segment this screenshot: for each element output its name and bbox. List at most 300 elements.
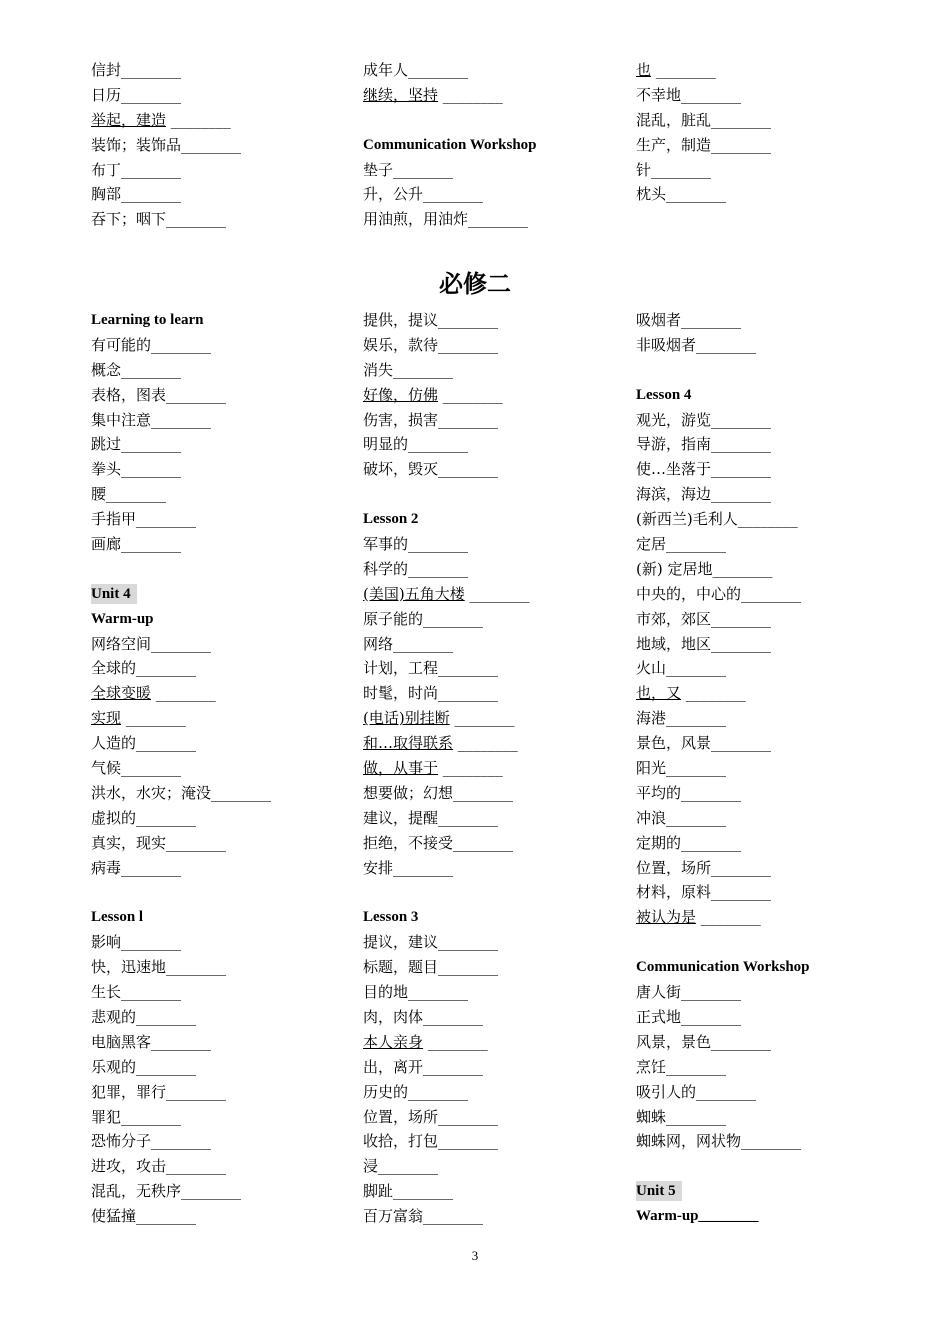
vocab-item (363, 1030, 623, 1055)
vocab-item (363, 656, 623, 681)
vocab-item (636, 557, 896, 582)
answer-blank: ________ (106, 485, 167, 504)
vocab-item (363, 182, 623, 207)
vocab-term: 画廊 (91, 535, 122, 554)
vocab-term: 犯罪，罪行 (91, 1082, 167, 1101)
vocab-term: 阳光 (636, 759, 667, 778)
vocab-term: 和…取得联系 (363, 734, 454, 753)
vocab-item (363, 557, 623, 582)
vocab-item (363, 383, 623, 408)
vocab-item (91, 781, 351, 806)
vocab-term: 电脑黑客 (91, 1032, 152, 1051)
vocab-item (91, 1030, 351, 1055)
section-heading (636, 1204, 896, 1229)
vocab-term: 出，离开 (363, 1057, 424, 1076)
vocab-term: 垫子 (363, 160, 394, 179)
answer-blank: ________ (121, 933, 182, 952)
vocab-item (636, 158, 896, 183)
top-column-1 (91, 58, 351, 232)
vocab-item (363, 607, 623, 632)
answer-blank: ________ (468, 210, 529, 229)
vocab-item (636, 83, 896, 108)
section-heading (91, 308, 351, 333)
heading-text: Lesson 4 (636, 386, 692, 403)
vocab-term: 拳头 (91, 460, 122, 479)
vocab-item (363, 1105, 623, 1130)
vocab-term: 定居 (636, 535, 667, 554)
vocab-term: 烹饪 (636, 1057, 667, 1076)
vocab-term: 针 (636, 160, 652, 179)
answer-blank: ________ (438, 460, 499, 479)
vocab-item (91, 158, 351, 183)
vocab-term: 表格，图表 (91, 385, 167, 404)
section-heading (363, 905, 623, 930)
answer-blank: ________ (121, 983, 182, 1002)
vocab-term: 想要做；幻想 (363, 783, 454, 802)
section-heading (636, 383, 896, 408)
vocab-item (636, 1080, 896, 1105)
answer-blank: ________ (711, 1032, 772, 1051)
answer-blank: ________ (696, 335, 757, 354)
vocab-term: 海港 (636, 709, 667, 728)
vocab-term: 布丁 (91, 160, 122, 179)
vocab-term: 真实，现实 (91, 833, 167, 852)
answer-blank: ________ (151, 1132, 212, 1151)
vocab-term: (新西兰)毛利人 (636, 510, 738, 529)
vocab-item (91, 756, 351, 781)
vocab-term: 网络 (363, 634, 394, 653)
vocab-item (636, 1129, 896, 1154)
vocab-item (91, 432, 351, 457)
vocab-term: 吸引人的 (636, 1082, 697, 1101)
vocab-item (636, 781, 896, 806)
bottom-column-3 (636, 308, 896, 1229)
vocab-term: 消失 (363, 360, 394, 379)
answer-blank: ________ (449, 709, 515, 728)
vocab-term: 使猛撞 (91, 1207, 137, 1226)
answer-blank: ________ (408, 983, 469, 1002)
vocab-term: 生长 (91, 983, 122, 1002)
answer-blank: ________ (408, 535, 469, 554)
vocab-term: 用油煎，用油炸 (363, 210, 469, 229)
answer-blank: ________ (423, 609, 484, 628)
vocab-term: 集中注意 (91, 410, 152, 429)
vocab-item (91, 1055, 351, 1080)
vocab-item (363, 781, 623, 806)
vocab-term: 蜘蛛网，网状物 (636, 1132, 742, 1151)
vocab-term: 本人亲身 (363, 1032, 424, 1051)
vocab-item (91, 482, 351, 507)
answer-blank: ________ (166, 110, 231, 129)
answer-blank: ________ (166, 1082, 227, 1101)
vocab-term: (新) 定居地 (636, 559, 713, 578)
vocab-term: 位置，场所 (636, 858, 712, 877)
vocab-term: 使…坐落于 (636, 460, 712, 479)
answer-blank: ________ (166, 385, 227, 404)
vocab-term: 生产，制造 (636, 135, 712, 154)
vocab-term (91, 560, 96, 578)
vocab-item (91, 133, 351, 158)
vocab-item (363, 831, 623, 856)
answer-blank: ________ (151, 335, 212, 354)
vocab-term (363, 485, 368, 503)
answer-blank: ________ (438, 684, 499, 703)
vocab-term: 景色，风景 (636, 734, 712, 753)
answer-blank: ________ (166, 210, 227, 229)
vocab-term: 全球变暖 (91, 684, 152, 703)
answer-blank: ________ (136, 1207, 197, 1226)
vocab-term: 蜘蛛 (636, 1107, 667, 1126)
vocab-item (91, 532, 351, 557)
vocab-item (91, 806, 351, 831)
vocab-item (636, 532, 896, 557)
answer-blank: ________ (711, 634, 772, 653)
vocab-item (91, 831, 351, 856)
vocab-item (363, 582, 623, 607)
vocab-item (636, 880, 896, 905)
vocab-term: 明显的 (363, 435, 409, 454)
section-heading (91, 582, 351, 607)
answer-blank: ________ (696, 908, 761, 927)
vocab-item (363, 1129, 623, 1154)
vocab-term: 信封 (91, 61, 122, 79)
vocab-item (363, 308, 623, 333)
answer-blank: ________ (438, 808, 499, 827)
answer-blank: ________ (151, 684, 216, 703)
vocab-item (91, 83, 351, 108)
answer-blank: ________ (136, 734, 197, 753)
answer-blank: ________ (408, 435, 469, 454)
answer-blank: ________ (121, 61, 182, 79)
vocab-item (636, 182, 896, 207)
answer-blank: ________ (681, 1007, 742, 1026)
vocab-term: 洪水，水灾；淹没 (91, 783, 212, 802)
answer-blank: ________ (711, 883, 772, 902)
vocab-item (636, 408, 896, 433)
vocab-term: 安排 (363, 858, 394, 877)
answer-blank: ________ (121, 185, 182, 204)
vocab-item (91, 980, 351, 1005)
answer-blank: ________ (453, 833, 514, 852)
vocab-item (91, 632, 351, 657)
vocab-item (91, 408, 351, 433)
answer-blank: ________ (136, 1007, 197, 1026)
vocab-term: 拒绝，不接受 (363, 833, 454, 852)
answer-blank: ________ (121, 460, 182, 479)
vocab-item (91, 681, 351, 706)
vocab-item (636, 1030, 896, 1055)
vocab-term: 原子能的 (363, 609, 424, 628)
answer-blank: ________ (408, 1082, 469, 1101)
vocab-item (91, 457, 351, 482)
vocab-term: 罪犯 (91, 1107, 122, 1126)
answer-blank: ________ (438, 311, 499, 329)
vocab-term (363, 111, 368, 129)
vocab-item (363, 980, 623, 1005)
answer-blank: ________ (136, 659, 197, 678)
answer-blank: ________ (681, 85, 742, 104)
vocab-term: 材料，原料 (636, 883, 712, 902)
answer-blank: ________ (423, 185, 484, 204)
vocab-term: 军事的 (363, 535, 409, 554)
vocab-item (636, 432, 896, 457)
answer-blank: ________ (408, 61, 469, 79)
answer-blank: ________ (378, 1157, 439, 1176)
vocab-term: 装饰；装饰品 (91, 135, 182, 154)
vocab-item (363, 358, 623, 383)
answer-blank: ________ (136, 510, 197, 529)
answer-blank: ________ (438, 335, 499, 354)
answer-blank: ________ (438, 759, 503, 778)
vocab-term: 正式地 (636, 1007, 682, 1026)
vocab-term (636, 933, 641, 951)
vocab-item (636, 831, 896, 856)
vocab-item (91, 1154, 351, 1179)
answer-blank: ________ (438, 659, 499, 678)
answer-blank: ________ (711, 460, 772, 479)
answer-blank: ________ (151, 634, 212, 653)
vocab-term: 唐人街 (636, 983, 682, 1002)
vocab-item (363, 632, 623, 657)
answer-blank: ________ (438, 1107, 499, 1126)
answer-blank: ________ (712, 559, 773, 578)
vocab-term: 风景，景色 (636, 1032, 712, 1051)
vocab-term: 提供，提议 (363, 311, 439, 329)
answer-blank: ________ (393, 1182, 454, 1201)
vocab-item (91, 182, 351, 207)
vocab-item (363, 1204, 623, 1229)
vocab-term: 伤害，损害 (363, 410, 439, 429)
vocab-item (363, 207, 623, 232)
answer-blank: ________ (438, 958, 499, 977)
vocab-term: 进攻，攻击 (91, 1157, 167, 1176)
vocab-term: 百万富翁 (363, 1207, 424, 1226)
answer-blank: ________ (438, 1132, 499, 1151)
vocab-item (91, 930, 351, 955)
vocab-term: 混乱，脏乱 (636, 110, 712, 129)
vocab-item (91, 1080, 351, 1105)
vocab-item (91, 58, 351, 83)
vocab-item (636, 482, 896, 507)
vocab-item (636, 507, 896, 532)
vocab-term: 科学的 (363, 559, 409, 578)
blank-line (363, 108, 623, 133)
heading-text: Lesson 3 (363, 909, 419, 926)
vocab-item (636, 632, 896, 657)
vocab-term: 也，又 (636, 684, 682, 703)
vocab-term: 观光，游览 (636, 410, 712, 429)
answer-blank: ________ (666, 1057, 727, 1076)
vocab-term: 吸烟者 (636, 311, 682, 329)
vocab-item (636, 582, 896, 607)
answer-blank: ________ (711, 410, 772, 429)
answer-blank: ________ (121, 535, 182, 554)
answer-blank: ________ (166, 958, 227, 977)
vocab-term: (美国)五角大楼 (363, 584, 465, 603)
answer-blank: ________ (711, 135, 772, 154)
vocab-term: 人造的 (91, 734, 137, 753)
vocab-term: 被认为是 (636, 908, 697, 927)
section-heading (91, 607, 351, 632)
vocab-term: 举起，建造 (91, 110, 167, 129)
vocab-item (636, 656, 896, 681)
answer-blank: ________ (393, 858, 454, 877)
section-heading (363, 507, 623, 532)
answer-blank: ________ (711, 734, 772, 753)
vocab-item (363, 58, 623, 83)
answer-blank: ________ (453, 734, 518, 753)
vocab-item (91, 731, 351, 756)
vocab-term: 枕头 (636, 185, 667, 204)
answer-blank: ________ (711, 435, 772, 454)
vocab-item (91, 1129, 351, 1154)
vocab-term: 市郊，郊区 (636, 609, 712, 628)
vocab-term: 虚拟的 (91, 808, 137, 827)
vocab-term: 目的地 (363, 983, 409, 1002)
answer-blank: ________ (711, 609, 772, 628)
vocab-term: 时髦，时尚 (363, 684, 439, 703)
vocab-item (636, 58, 896, 83)
page-number: 3 (471, 1248, 479, 1263)
vocab-term: 脚趾 (363, 1182, 394, 1201)
vocab-term: 中央的，中心的 (636, 584, 742, 603)
answer-blank: ________ (438, 85, 503, 104)
vocab-item (363, 83, 623, 108)
vocab-item (91, 955, 351, 980)
vocab-term (636, 361, 641, 379)
answer-blank: ________ (423, 1057, 484, 1076)
answer-blank: ________ (681, 983, 742, 1002)
section-heading (91, 905, 351, 930)
vocab-term: 好像，仿佛 (363, 385, 439, 404)
vocab-term (363, 883, 368, 901)
answer-blank: ________ (121, 709, 186, 728)
vocab-term: 胸部 (91, 185, 122, 204)
answer-blank: ________ (666, 185, 727, 204)
answer-blank: ________ (711, 858, 772, 877)
vocab-item (363, 457, 623, 482)
section-title: 必修二 (439, 270, 511, 298)
vocab-term: 收拾，打包 (363, 1132, 439, 1151)
vocab-item (363, 1055, 623, 1080)
vocab-term: 吞下；咽下 (91, 210, 167, 229)
vocab-item (363, 955, 623, 980)
answer-blank: ________ (181, 135, 242, 154)
vocab-term: 肉，肉体 (363, 1007, 424, 1026)
answer-blank: ________ (666, 759, 727, 778)
answer-blank: ________ (393, 360, 454, 379)
vocab-item (91, 1105, 351, 1130)
vocab-term: 地域，地区 (636, 634, 712, 653)
heading-text: Lesson 2 (363, 511, 419, 528)
blank-line (636, 1154, 896, 1179)
vocab-item (91, 1179, 351, 1204)
vocab-term: 乐观的 (91, 1057, 137, 1076)
vocab-term: 导游，指南 (636, 435, 712, 454)
vocab-term: 火山 (636, 659, 667, 678)
vocab-item (91, 108, 351, 133)
heading-text: Warm-up (91, 610, 154, 627)
answer-blank: ________ (681, 783, 742, 802)
vocab-term: 混乱，无秩序 (91, 1182, 182, 1201)
answer-blank: ________ (393, 634, 454, 653)
answer-blank: ________ (666, 1107, 727, 1126)
answer-blank: ________ (651, 160, 712, 179)
vocab-item (91, 207, 351, 232)
answer-blank: ________ (121, 360, 182, 379)
vocab-item (363, 1154, 623, 1179)
vocab-item (636, 980, 896, 1005)
vocab-item (363, 532, 623, 557)
vocab-term: 网络空间 (91, 634, 152, 653)
vocab-term: 位置，场所 (363, 1107, 439, 1126)
answer-blank: ________ (698, 1208, 759, 1225)
answer-blank: ________ (423, 1007, 484, 1026)
answer-blank: ________ (121, 759, 182, 778)
vocab-item (91, 383, 351, 408)
vocab-item (636, 1055, 896, 1080)
vocab-item (363, 408, 623, 433)
blank-line (91, 880, 351, 905)
answer-blank: ________ (741, 1132, 802, 1151)
section-heading (636, 1179, 896, 1204)
answer-blank: ________ (711, 485, 772, 504)
vocab-term: 平均的 (636, 783, 682, 802)
answer-blank: ________ (408, 559, 469, 578)
answer-blank: ________ (121, 160, 182, 179)
vocab-term: 实现 (91, 709, 122, 728)
vocab-term: 继续，坚持 (363, 85, 439, 104)
vocab-item (636, 108, 896, 133)
answer-blank: ________ (136, 808, 197, 827)
blank-line (636, 358, 896, 383)
vocab-item (363, 158, 623, 183)
answer-blank: ________ (737, 510, 798, 529)
answer-blank: ________ (166, 1157, 227, 1176)
vocab-item (363, 806, 623, 831)
blank-line (363, 880, 623, 905)
vocab-term: 海滨，海边 (636, 485, 712, 504)
vocab-item (91, 507, 351, 532)
vocab-term: 定期的 (636, 833, 682, 852)
vocab-item (636, 133, 896, 158)
section-heading (636, 955, 896, 980)
vocab-item (363, 1080, 623, 1105)
heading-text: Communication Workshop (636, 959, 810, 976)
answer-blank: ________ (438, 933, 499, 952)
vocab-item (91, 1204, 351, 1229)
blank-line (636, 930, 896, 955)
vocab-term: 快，迅速地 (91, 958, 167, 977)
answer-blank: ________ (681, 833, 742, 852)
vocab-item (363, 432, 623, 457)
vocab-term: 非吸烟者 (636, 335, 697, 354)
vocab-term: 概念 (91, 360, 122, 379)
vocab-item (363, 756, 623, 781)
answer-blank: ________ (423, 1207, 484, 1226)
vocab-term: 恐怖分子 (91, 1132, 152, 1151)
heading-text: Unit 4 (91, 584, 137, 604)
answer-blank: ________ (121, 85, 182, 104)
vocab-term: 悲观的 (91, 1007, 137, 1026)
bottom-column-2 (363, 308, 623, 1229)
answer-blank: ________ (453, 783, 514, 802)
vocab-term: 升，公升 (363, 185, 424, 204)
answer-blank: ________ (681, 684, 746, 703)
vocab-term: 提议，建议 (363, 933, 439, 952)
vocab-item (363, 1005, 623, 1030)
vocab-term: 有可能的 (91, 335, 152, 354)
